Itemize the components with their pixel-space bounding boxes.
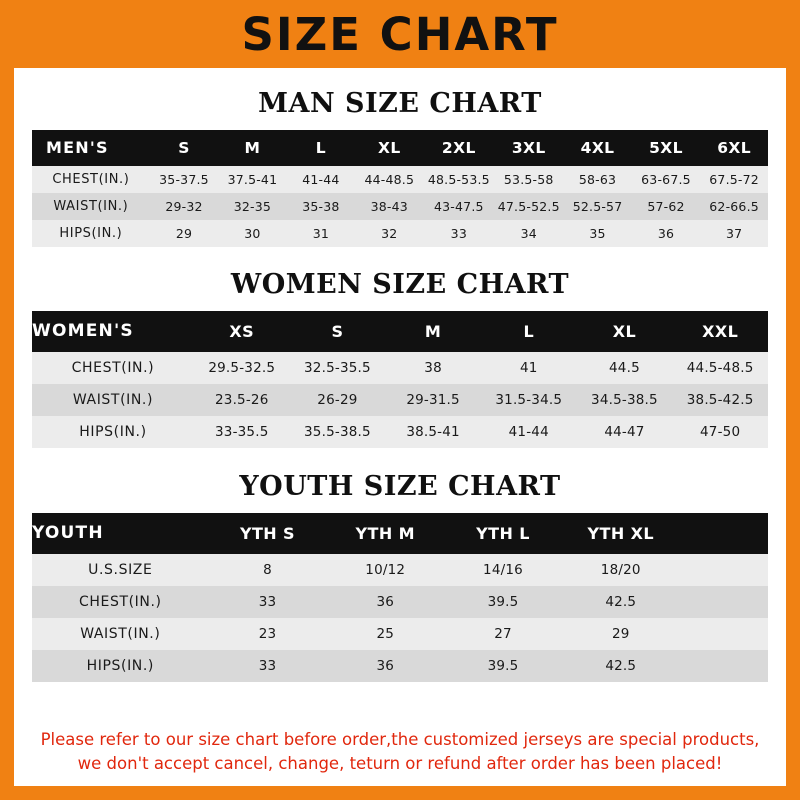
women-chest-xxl: 44.5-48.5 — [686, 360, 754, 376]
table-row — [32, 384, 768, 416]
youth-ussize-l: 14/16 — [483, 562, 523, 578]
table-row — [32, 554, 768, 586]
youth-chest-s: 33 — [258, 594, 277, 610]
women-chest-s: 32.5-35.5 — [304, 360, 371, 376]
men-hips-3xl: 34 — [520, 226, 537, 241]
men-col-l: L — [315, 138, 326, 157]
footer-band — [14, 786, 786, 800]
women-waist-m: 29-31.5 — [406, 392, 460, 408]
women-waist-s: 26-29 — [317, 392, 358, 408]
chart-content — [14, 68, 786, 786]
youth-waist-xl: 29 — [611, 626, 630, 642]
youth-ussize-spacer — [680, 554, 768, 586]
men-header-label: MEN'S — [46, 138, 109, 157]
men-chest-label: CHEST(IN.) — [52, 172, 130, 187]
youth-col-spacer — [680, 513, 768, 554]
men-col-s: S — [178, 138, 190, 157]
table-row — [32, 618, 768, 650]
women-hips-xs: 33-35.5 — [214, 424, 269, 440]
women-chest-label: CHEST(IN.) — [71, 360, 155, 376]
men-waist-3xl: 47.5-52.5 — [497, 199, 560, 214]
women-chest-xl: 44.5 — [609, 360, 640, 376]
men-col-m: M — [244, 138, 261, 157]
men-chest-6xl: 67.5-72 — [709, 172, 759, 187]
women-col-xs: XS — [229, 321, 255, 341]
men-col-4xl: 4XL — [580, 138, 615, 157]
table-row — [32, 220, 768, 247]
youth-waist-m: 25 — [376, 626, 395, 642]
men-waist-l: 35-38 — [302, 199, 340, 214]
youth-hips-s: 33 — [258, 658, 277, 674]
youth-waist-s: 23 — [258, 626, 277, 642]
men-size-table — [32, 130, 768, 247]
women-col-s: S — [331, 321, 344, 341]
table-row — [32, 193, 768, 220]
women-waist-xl: 34.5-38.5 — [591, 392, 658, 408]
youth-col-s: YTH S — [240, 523, 295, 543]
men-waist-m: 32-35 — [233, 199, 272, 214]
youth-hips-label: HIPS(IN.) — [86, 658, 154, 674]
women-size-table — [32, 311, 768, 448]
youth-chest-l: 39.5 — [487, 594, 519, 610]
women-hips-l: 41-44 — [508, 424, 549, 440]
youth-header-row — [32, 513, 768, 554]
women-col-m: M — [424, 321, 442, 341]
women-chest-l: 41 — [519, 360, 538, 376]
men-col-xl: XL — [377, 138, 401, 157]
men-waist-6xl: 62-66.5 — [709, 199, 759, 214]
men-hips-label: HIPS(IN.) — [59, 226, 123, 241]
youth-col-l: YTH L — [476, 523, 530, 543]
men-chest-3xl: 53.5-58 — [503, 172, 554, 187]
youth-hips-spacer — [680, 650, 768, 682]
table-row — [32, 166, 768, 193]
men-hips-m: 30 — [244, 226, 261, 241]
men-col-2xl: 2XL — [441, 138, 476, 157]
men-waist-xl: 38-43 — [370, 199, 408, 214]
women-header-row — [32, 311, 768, 352]
men-hips-s: 29 — [175, 226, 193, 241]
women-waist-l: 31.5-34.5 — [495, 392, 563, 408]
youth-hips-m: 36 — [376, 658, 395, 674]
women-waist-xxl: 38.5-42.5 — [686, 392, 754, 408]
youth-hips-xl: 42.5 — [605, 658, 637, 674]
women-hips-s: 35.5-38.5 — [304, 424, 371, 440]
youth-header-label: YOUTH — [32, 523, 104, 543]
table-row — [32, 586, 768, 618]
youth-size-table — [32, 513, 768, 682]
men-hips-l: 31 — [312, 226, 330, 241]
youth-section-title: YOUTH SIZE CHART — [239, 471, 561, 502]
youth-chest-m: 36 — [376, 594, 395, 610]
table-row — [32, 416, 768, 448]
youth-ussize-m: 10/12 — [365, 562, 406, 578]
men-waist-4xl: 52.5-57 — [572, 199, 623, 214]
youth-waist-l: 27 — [494, 626, 512, 642]
men-waist-label: WAIST(IN.) — [53, 199, 129, 214]
youth-ussize-xl: 18/20 — [600, 562, 641, 578]
men-header-row — [32, 130, 768, 166]
youth-chest-spacer — [680, 586, 768, 618]
women-hips-m: 38.5-41 — [406, 424, 460, 440]
men-chest-5xl: 63-67.5 — [641, 172, 691, 187]
table-row — [32, 650, 768, 682]
youth-col-m: YTH M — [355, 523, 415, 543]
women-col-xxl: XXL — [702, 321, 739, 341]
header-band — [14, 0, 786, 68]
men-hips-6xl: 37 — [725, 226, 743, 241]
order-notice — [32, 714, 768, 786]
men-chest-4xl: 58-63 — [578, 172, 617, 187]
youth-chest-xl: 42.5 — [605, 594, 637, 610]
men-chest-l: 41-44 — [302, 172, 340, 187]
men-col-5xl: 5XL — [649, 138, 683, 157]
men-hips-xl: 32 — [381, 226, 398, 241]
men-waist-2xl: 43-47.5 — [434, 199, 484, 214]
order-notice-line-2: we don't accept cancel, change, teturn or refund after order has been placed! — [77, 754, 723, 774]
women-hips-xl: 44-47 — [604, 424, 645, 440]
youth-chest-label: CHEST(IN.) — [79, 594, 162, 610]
women-chest-m: 38 — [424, 360, 442, 376]
men-col-6xl: 6XL — [717, 138, 751, 157]
women-col-xl: XL — [612, 321, 637, 341]
youth-hips-l: 39.5 — [487, 658, 519, 674]
men-waist-s: 29-32 — [165, 199, 203, 214]
women-header-label: WOMEN'S — [32, 321, 134, 341]
youth-waist-spacer — [680, 618, 768, 650]
youth-col-xl: YTH XL — [587, 523, 654, 543]
order-notice-line-1: Please refer to our size chart before order,the customized jerseys are special products, — [40, 730, 760, 750]
women-col-l: L — [523, 321, 535, 341]
page-title: SIZE CHART — [241, 7, 559, 61]
youth-ussize-label: U.S.SIZE — [88, 562, 153, 578]
men-chest-2xl: 48.5-53.5 — [427, 172, 490, 187]
women-waist-label: WAIST(IN.) — [72, 392, 154, 408]
table-row — [32, 352, 768, 384]
women-waist-xs: 23.5-26 — [214, 392, 269, 408]
men-col-3xl: 3XL — [511, 138, 546, 157]
men-hips-2xl: 33 — [450, 226, 467, 241]
women-hips-label: HIPS(IN.) — [79, 424, 147, 440]
women-section-title: WOMEN SIZE CHART — [230, 269, 570, 300]
men-hips-4xl: 35 — [589, 226, 606, 241]
men-chest-s: 35-37.5 — [159, 172, 209, 187]
women-chest-xs: 29.5-32.5 — [208, 360, 276, 376]
youth-waist-label: WAIST(IN.) — [80, 626, 161, 642]
youth-ussize-s: 8 — [263, 562, 272, 578]
men-hips-5xl: 36 — [657, 226, 675, 241]
men-chest-m: 37.5-41 — [227, 172, 278, 187]
men-waist-5xl: 57-62 — [647, 199, 685, 214]
women-hips-xxl: 47-50 — [700, 424, 741, 440]
men-section-title: MAN SIZE CHART — [258, 88, 542, 119]
men-chest-xl: 44-48.5 — [364, 172, 415, 187]
